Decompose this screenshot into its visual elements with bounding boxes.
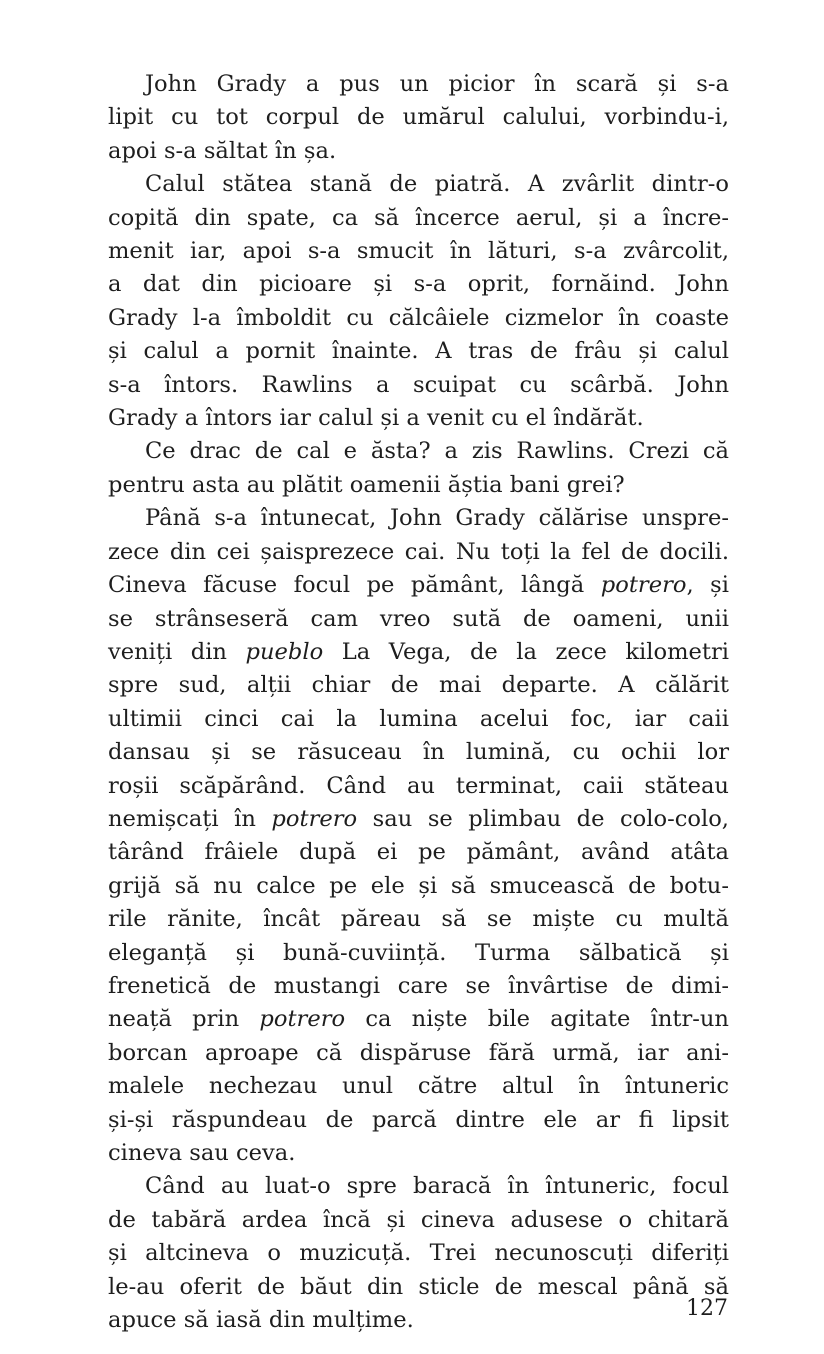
- text-segment: spre sud, alții chiar de mai departe. A călărit: [108, 672, 729, 699]
- text-segment: ca niște bile agitate într-un: [345, 1006, 729, 1033]
- text-line: [108, 135, 729, 168]
- text-line: [108, 1070, 729, 1103]
- text-line: [108, 770, 729, 803]
- text-segment: Când au luat-o spre baracă în întuneric, focul: [145, 1173, 729, 1200]
- text-line: [108, 1237, 729, 1270]
- text-line: [108, 1104, 729, 1137]
- page-number: 127: [686, 1296, 728, 1321]
- text-line: [108, 636, 729, 669]
- text-segment: ultimii cinci cai la lumina acelui foc, iar caii: [108, 705, 729, 732]
- text-segment: a dat din picioare și s-a oprit, fornăind. John: [108, 271, 729, 298]
- text-segment: Grady l-a îmboldit cu călcâiele cizmelor în coaste: [108, 304, 729, 331]
- text-segment: apuce să iasă din mulțime.: [108, 1307, 414, 1334]
- text-segment: eleganță și bună-cuviință. Turma sălbatică și: [108, 939, 729, 966]
- text-segment: grijă să nu calce pe ele și să smucească de botu-: [108, 872, 729, 899]
- text-segment: apoi s-a săltat în șa.: [108, 137, 337, 164]
- text-line: [108, 1037, 729, 1070]
- text-segment: frenetică de mustangi care se învârtise de dimi-: [108, 972, 729, 999]
- text-line: [108, 502, 729, 535]
- text-segment: roșii scăpărând. Când au terminat, caii stăteau: [108, 772, 729, 799]
- text-segment: La Vega, de la zece kilometri: [323, 638, 729, 665]
- text-segment: se strânseseră cam vreo sută de oameni, unii: [108, 605, 729, 632]
- text-segment: Grady a întors iar calul și a venit cu el îndărăt.: [108, 405, 644, 432]
- text-segment: cineva sau ceva.: [108, 1140, 296, 1166]
- text-line: [108, 302, 729, 335]
- text-line: [108, 536, 729, 569]
- text-line: [108, 335, 729, 368]
- paragraph: [108, 435, 729, 502]
- text-segment: Calul stătea stană de piatră. A zvârlit dintr-o: [145, 171, 729, 198]
- text-segment: zece din cei șaisprezece cai. Nu toți la fel de docili.: [108, 538, 729, 565]
- text-line: [108, 268, 729, 301]
- text-line: [108, 1204, 729, 1237]
- text-segment: menit iar, apoi s-a smucit în lături, s-a zvârcolit,: [108, 238, 729, 265]
- text-line: [108, 1304, 729, 1337]
- text-line: [108, 836, 729, 869]
- text-segment: borcan aproape că dispăruse fără urmă, iar ani-: [108, 1039, 729, 1066]
- text-line: [108, 1271, 729, 1304]
- text-line: [108, 803, 729, 836]
- text-segment: sau se plimbau de colo-colo,: [357, 805, 729, 832]
- text-segment: veniți din: [108, 638, 246, 665]
- text-segment: de tabără ardea încă și cineva adusese o chitară: [108, 1206, 729, 1233]
- text-line: [108, 402, 729, 435]
- text-line: [108, 736, 729, 769]
- text-line: [108, 937, 729, 970]
- text-segment: rile rănite, încât păreau să se miște cu multă: [108, 906, 729, 933]
- text-segment: le-au oferit de băut din sticle de mescal până să: [108, 1273, 729, 1300]
- italic-term: pueblo: [245, 638, 324, 665]
- text-line: [108, 202, 729, 235]
- paragraph: [108, 502, 729, 1170]
- paragraph: [108, 68, 729, 168]
- text-line: [108, 669, 729, 702]
- text-segment: malele nechezau unul către altul în întuneric: [108, 1073, 729, 1100]
- text-segment: Cineva făcuse focul pe pământ, lângă: [108, 572, 601, 599]
- text-segment: Ce drac de cal e ăsta? a zis Rawlins. Crezi că: [145, 438, 729, 465]
- text-line: [108, 1170, 729, 1203]
- text-segment: și calul a pornit înainte. A tras de frâu și calul: [108, 338, 729, 365]
- text-segment: dansau și se răsuceau în lumină, cu ochii lor: [108, 739, 729, 766]
- text-segment: nemișcați în: [108, 805, 272, 832]
- text-line: [108, 970, 729, 1003]
- text-segment: Până s-a întunecat, John Grady călărise unspre-: [145, 505, 729, 532]
- text-line: [108, 469, 729, 502]
- text-line: [108, 903, 729, 936]
- text-segment: s-a întors. Rawlins a scuipat cu scârbă. John: [108, 371, 729, 398]
- text-line: [108, 369, 729, 402]
- text-segment: și-și răspundeau de parcă dintre ele ar fi lipsit: [108, 1106, 729, 1133]
- text-line: [108, 1003, 729, 1036]
- text-line: [108, 101, 729, 134]
- paragraph: [108, 1170, 729, 1337]
- text-segment: copită din spate, ca să încerce aerul, și a încre-: [108, 204, 729, 231]
- italic-term: potrero: [259, 1006, 346, 1033]
- text-line: [108, 435, 729, 468]
- text-line: [108, 168, 729, 201]
- text-segment: pentru asta au plătit oamenii ăștia bani grei?: [108, 471, 625, 498]
- text-segment: neață prin: [108, 1006, 260, 1033]
- text-line: [108, 603, 729, 636]
- text-segment: lipit cu tot corpul de umărul calului, vorbindu-i,: [108, 104, 729, 131]
- text-segment: și altcineva o muzicuță. Trei necunoscuți diferiți: [108, 1240, 729, 1267]
- text-line: [108, 235, 729, 268]
- paragraph: [108, 168, 729, 435]
- italic-term: potrero: [600, 572, 687, 599]
- text-line: [108, 703, 729, 736]
- italic-term: potrero: [271, 805, 358, 832]
- text-segment: târând frâiele după ei pe pământ, având atâta: [108, 839, 729, 866]
- text-line: [108, 68, 729, 101]
- text-segment: John Grady a pus un picior în scară și s-a: [145, 71, 729, 97]
- text-line: [108, 1137, 729, 1170]
- body-text: [108, 68, 729, 1337]
- text-line: [108, 569, 729, 602]
- text-segment: , și: [686, 572, 729, 599]
- text-line: [108, 870, 729, 903]
